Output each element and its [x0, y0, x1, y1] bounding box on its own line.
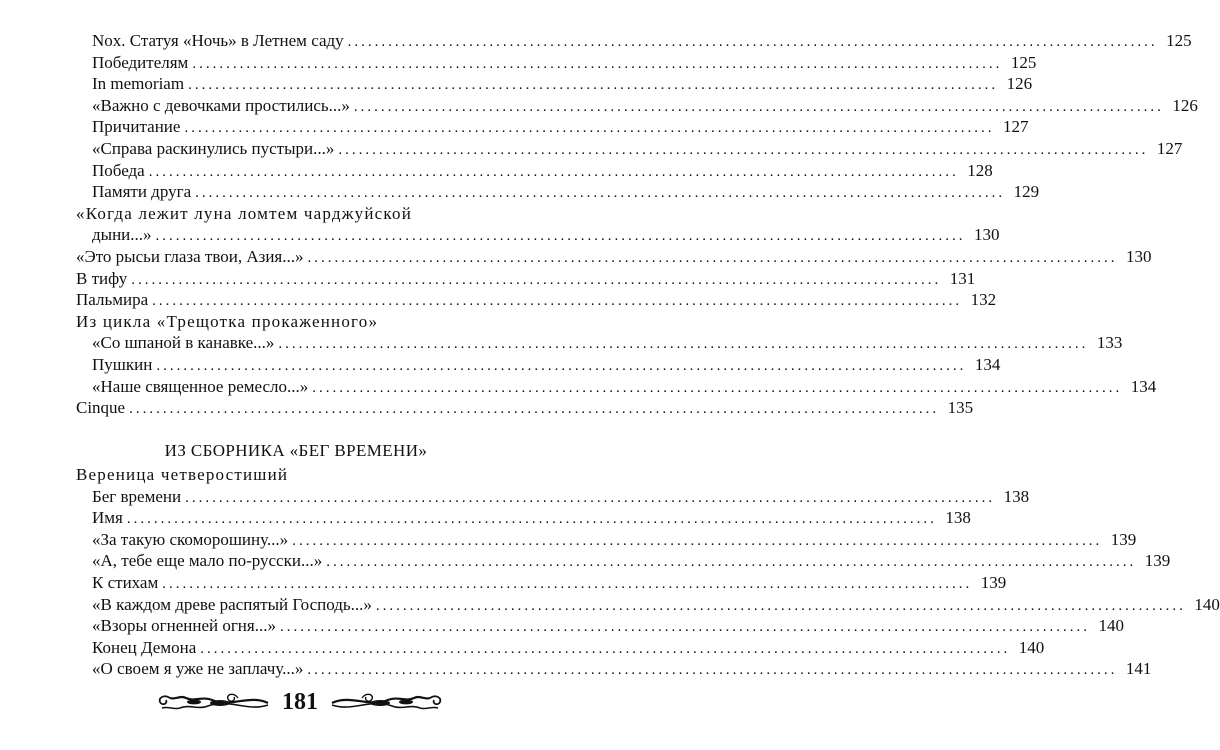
toc-entry [76, 529, 1137, 551]
dot-leader: ........................................................................................................................ [307, 662, 1118, 679]
toc-entry [76, 376, 1157, 398]
toc-entry-title: Победителям [92, 52, 189, 72]
toc-entry [76, 181, 1040, 203]
dot-leader: ........................................................................................................................ [162, 575, 973, 592]
toc-entry-page: 131 [949, 268, 976, 288]
toc-entry [76, 594, 1220, 616]
toc-entry-title: «Важно с девочками простились...» [92, 95, 350, 115]
page-footer [150, 686, 450, 718]
dot-leader: ........................................................................................................................ [195, 185, 1006, 202]
dot-leader: ........................................................................................................................ [200, 640, 1011, 657]
toc-entry-page: 133 [1096, 333, 1123, 353]
toc-entry [76, 289, 997, 311]
toc-entry [76, 95, 1198, 117]
toc-entry-title: Nox. Статуя «Ночь» в Летнем саду [92, 31, 344, 50]
toc-entry-title: «Справа раскинулись пустыри...» [92, 138, 335, 158]
toc-entry-title: К стихам [92, 572, 159, 592]
dot-leader: ........................................................................................................................ [375, 597, 1186, 614]
dot-leader: ........................................................................................................................ [131, 271, 942, 288]
toc-entry-page: 140 [1194, 594, 1220, 614]
dot-leader: ........................................................................................................................ [278, 336, 1089, 353]
toc-entry-page: 134 [1130, 376, 1157, 396]
toc-entry-title: «Взоры огненней огня...» [92, 616, 276, 636]
dot-leader: ........................................................................................................................ [312, 379, 1123, 396]
toc-entry [76, 354, 1001, 376]
toc-entry-page: 132 [970, 290, 997, 310]
toc-entry-title: Конец Демона [92, 637, 197, 657]
toc-entry-title: «Со шпаной в канавке...» [92, 333, 275, 353]
dot-leader: ........................................................................................................................ [353, 98, 1164, 115]
dot-leader: ........................................................................................................................ [338, 141, 1149, 158]
toc-entry-title: дыни...» [92, 225, 152, 245]
toc-entry-page: 128 [967, 160, 993, 180]
toc-entry-page: 127 [1002, 117, 1029, 137]
toc-entry-title: «Когда лежит луна ломтем чарджуйской [76, 203, 412, 223]
toc-entry-page: 140 [1018, 637, 1045, 657]
dot-leader: ........................................................................................................................ [292, 532, 1103, 549]
toc-entry-page: 141 [1125, 659, 1152, 679]
toc-entry-title: «За такую скоморошину...» [92, 529, 289, 549]
toc-list [76, 30, 1198, 419]
toc-entry-page: 130 [974, 225, 1000, 245]
toc-entry-title: Из цикла «Трещотка прокаженного» [76, 311, 379, 331]
toc-entry-title: В тифу [76, 268, 128, 288]
toc-entry-title: Пушкин [92, 354, 153, 374]
toc-entry-title: Вереница четверостиший [76, 465, 289, 484]
dot-leader: ........................................................................................................................ [126, 511, 937, 528]
toc-entry-title: Cinque [76, 398, 126, 418]
toc-entry-page: 130 [1126, 246, 1152, 266]
toc-entry [76, 332, 1123, 354]
toc-entry-page: 126 [1172, 95, 1198, 115]
dot-leader: ........................................................................................................................ [192, 55, 1003, 72]
toc-entry [76, 116, 1029, 138]
toc-entry-page: 126 [1006, 74, 1033, 94]
toc-entry [76, 486, 1030, 508]
toc-entry-page: 139 [1110, 529, 1137, 549]
toc-entry-title: «О своем я уже не заплачу...» [92, 659, 304, 679]
toc-entry [76, 572, 1007, 594]
toc-entry [76, 246, 1152, 268]
toc-entry [76, 615, 1124, 637]
toc-entry [76, 507, 971, 529]
dot-leader: ........................................................................................................................ [152, 293, 963, 310]
dot-leader: ........................................................................................................................ [156, 357, 967, 374]
page-number: 181 [282, 689, 318, 715]
section-heading: ИЗ СБОРНИКА «БЕГ ВРЕМЕНИ» [164, 441, 428, 460]
toc-entry-page: 138 [945, 508, 971, 528]
toc-entry [76, 658, 1152, 680]
toc-list-2 [76, 464, 1220, 680]
dot-leader: ........................................................................................................................ [185, 489, 996, 506]
toc-entry-page: 140 [1098, 616, 1124, 636]
toc-entry [76, 52, 1037, 74]
toc-entry-page: 138 [1003, 486, 1030, 506]
dot-leader: ........................................................................................................................ [307, 249, 1118, 266]
toc-entry-title: Причитание [92, 117, 181, 137]
toc-entry [76, 397, 974, 419]
toc-entry-page: 125 [1166, 31, 1192, 50]
toc-entry [76, 637, 1045, 659]
toc-entry [76, 268, 976, 290]
toc-entry-title: Памяти друга [92, 182, 192, 202]
toc-entry-title: In memoriam [92, 74, 185, 94]
toc-entry-title: Имя [92, 508, 123, 528]
toc-entry-title: Бег времени [92, 486, 182, 506]
toc-entry [76, 30, 1192, 52]
toc-entry-page: 139 [980, 572, 1007, 592]
toc-entry [76, 73, 1033, 95]
dot-leader: ........................................................................................................................ [129, 401, 940, 418]
toc-entry-page: 135 [947, 398, 974, 418]
toc-entry [76, 550, 1171, 572]
toc-entry-title: Пальмира [76, 290, 149, 310]
toc-entry-page: 134 [974, 354, 1001, 374]
toc-entry-title: «Наше священное ремесло...» [92, 376, 309, 396]
dot-leader: ........................................................................................................................ [279, 619, 1090, 636]
toc-entry [76, 464, 516, 486]
toc-entry-title: «В каждом древе распятый Господь...» [92, 594, 372, 614]
toc-entry [76, 203, 516, 225]
dot-leader: ........................................................................................................................ [155, 228, 966, 245]
toc-entry-title: Победа [92, 160, 145, 180]
dot-leader: ........................................................................................................................ [148, 163, 959, 180]
toc-entry [76, 311, 516, 333]
dot-leader: ........................................................................................................................ [188, 77, 999, 94]
toc-entry-title: «А, тебе еще мало по-русски...» [92, 551, 323, 571]
toc-entry-page: 127 [1156, 138, 1183, 158]
dot-leader: ........................................................................................................................ [326, 554, 1137, 571]
toc-entry-page: 125 [1010, 52, 1037, 72]
dot-leader: ........................................................................................................................ [347, 34, 1158, 50]
toc-entry [76, 160, 993, 182]
toc-entry [76, 138, 1183, 160]
dot-leader: ........................................................................................................................ [184, 120, 995, 137]
toc-entry-page: 129 [1013, 182, 1040, 202]
toc-entry [76, 224, 1000, 246]
toc-entry-title: «Это рысьи глаза твои, Азия...» [76, 246, 304, 266]
toc-entry-page: 139 [1144, 551, 1171, 571]
